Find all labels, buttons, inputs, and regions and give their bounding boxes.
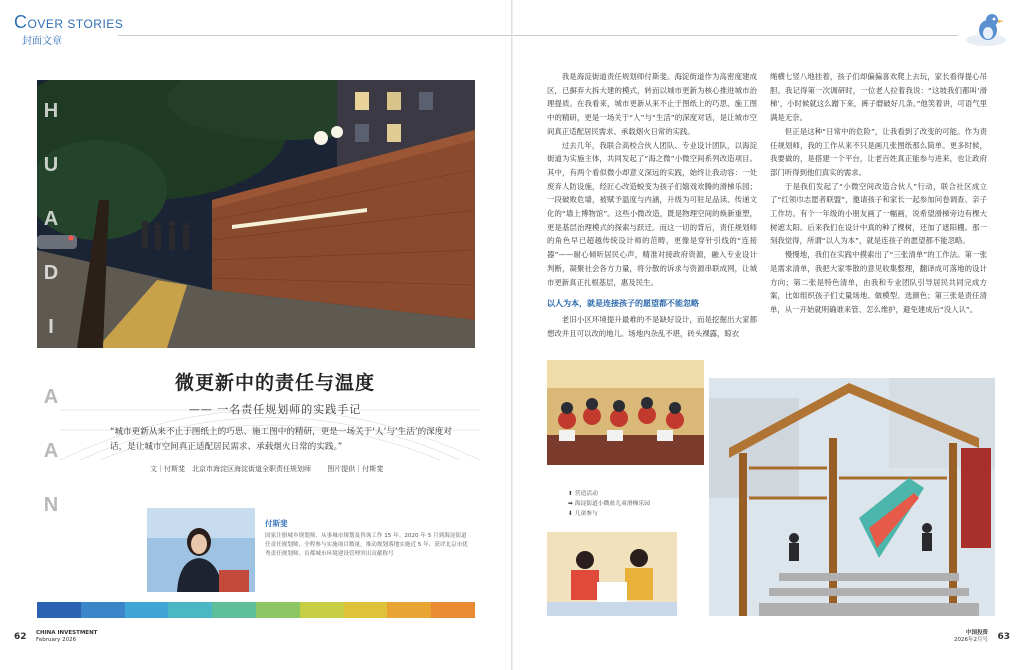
letter: U — [43, 154, 59, 176]
author-bio: 国家注册城乡规划师，从事城市规划及咨询工作 15 年。2020 年 5 月到海淀街道任责任规划师，全程参与实施项目数量，推动规划落地实施近 5 年。获评北京市优秀责任规划师、首都城市环境建设管理突出贡献称号 — [265, 533, 468, 557]
article-title-block — [95, 368, 455, 417]
byline-photo-credit: 图片提供｜付斯斐 — [327, 465, 384, 473]
byline-author: 文｜付斯斐 北京市海淀区海淀街道全职责任规划师 — [150, 465, 311, 473]
left-magazine-info — [36, 630, 116, 644]
caption: ⬆ 营造活动 — [568, 491, 598, 497]
article-subtitle: —— 一名责任规划师的实践手记 — [188, 403, 362, 416]
caption: ⬇ 儿童参与 — [568, 511, 598, 517]
section-title-cn: 封面文章 — [22, 36, 62, 47]
left-page-number: 62 — [14, 632, 27, 642]
magazine-name: CHINA INVESTMENT — [36, 630, 98, 636]
letter: D — [43, 262, 59, 284]
photo-children-participation — [547, 532, 677, 616]
color-swatch — [344, 602, 388, 618]
section-title-en-rest: OVER STORIES — [27, 17, 124, 31]
text-column-1 — [547, 70, 757, 340]
author-photo — [147, 508, 255, 592]
color-swatch — [125, 602, 169, 618]
color-swatch — [256, 602, 300, 618]
color-swatch — [81, 602, 125, 618]
paragraph: 过去几年，我联合高校合伙人团队、专业设计团队，以海淀街道为实施主体，共同发起了“海之微”小微空间系列改造项目。其中，有两个看似微小却意义深远的实践，始终让我动容：一处废弃人防设施，经匠心改造蜕变为孩子们嬉戏欢腾的滑梯乐园；一段破败危墙，被赋予温度与内涵，升级为可驻足品读、传递文化的“墙上博物馆”。这些小微改造，既是物理空间的焕新重塑，更是基层治理模式的探索与跃迁。而这一切的背后，责任规划师的角色早已超越传统设计师的范畴，更像是穿针引线的“连接器”——耐心倾听居民心声，精准对接政府资源，融入专业设计判断，凝聚社会各方力量，将分散的诉求与资源串联成网，让城市更新真正扎根基层，惠及民生。 — [547, 140, 757, 287]
color-swatch — [212, 602, 256, 618]
vertical-letters-top — [38, 84, 64, 354]
photo-children-slide-park — [709, 378, 995, 616]
color-swatch — [300, 602, 344, 618]
letter: A — [43, 386, 59, 408]
photo-community-activity — [547, 360, 704, 465]
paragraph: 我是海淀街道责任规划师付斯斐。海淀街道作为高密度建成区，已摒弃大拆大建的模式，转而以城市更新为核心推进城市治理提质。在我看来，城市更新从来不止于图纸上的巧思、施工图中的精研，更是一场关于“人”与“生活”的深度对话，是让城市空间真正适配居民需求、承载烟火日常的实践。 — [547, 72, 757, 136]
paragraph: 绳横七竖八地挂着，孩子们却偏偏喜欢爬上去玩，家长看得提心吊胆。我记得第一次调研时，一位老人拉着我说：“这坡我们都叫‘滑梯’，小时候就这么蹭下来，裤子磨破好几条。”他笑着讲，可语气里满是无奈。 — [770, 72, 987, 123]
slide-park-illustration — [709, 378, 995, 616]
author-card — [147, 508, 472, 592]
color-swatch — [37, 602, 81, 618]
paragraph: 于是我们发起了“小微空间改造合伙人”行动，联合社区成立了“红领巾志愿者联盟”，邀请孩子和家长一起参加问卷调查、亲子工作坊。有个一年级的小朋友画了一幅画，说希望滑梯旁边有棵大树遮太阳。后来我们在设计中真的种了棵树，还加了遮阳棚。那一刻我觉得，所谓“以人为本”，就是连孩子的愿望都不能忽略。 — [770, 181, 987, 246]
community-activity-illustration — [547, 360, 704, 465]
color-swatch — [431, 602, 475, 618]
right-page-footer — [954, 630, 1010, 643]
section-heading: 以人为本，就是连接孩子的愿望都不能忽略 — [547, 299, 699, 309]
issue-date-cn: 2026年2月号 — [954, 637, 988, 643]
magazine-name-cn: 中国投资 — [965, 630, 988, 636]
section-initial: C — [14, 12, 28, 32]
hero-illustration — [37, 80, 475, 348]
color-swatch — [387, 602, 431, 618]
caption: ➡ 海淀街道小微盆儿童滑梯乐园 — [568, 501, 651, 507]
color-swatch — [168, 602, 212, 618]
letter: I — [48, 316, 54, 338]
paragraph: 但正是这种“日常中的危险”，让我看到了改变的可能。作为责任规划师，我的工作从来不只是画几张图纸那么简单。更多时候，我要做的，是搭建一个平台，让老百姓真正能参与进来，也让政府部门听得到他们真实的需求。 — [770, 126, 987, 177]
issue-date: February 2026 — [36, 637, 77, 643]
byline — [150, 464, 470, 474]
article-title: 微更新中的责任与温度 — [174, 372, 375, 394]
author-portrait — [147, 508, 255, 592]
letter: H — [43, 100, 59, 122]
pull-quote: “城市更新从来不止于图纸上的巧思、施工图中的精研，更是一场关于‘人’与‘生活’的深度对话，是让城市空间真正适配居民需求、承载烟火日常的实践。” — [110, 427, 452, 452]
section-header — [14, 12, 123, 47]
text-column-2 — [770, 70, 987, 317]
letter: N — [43, 494, 59, 516]
section-title-en — [14, 12, 123, 33]
header-rule — [118, 35, 958, 36]
left-page-footer — [14, 630, 98, 643]
hero-photo-night-street — [37, 80, 475, 348]
paragraph: 老旧小区环境提升最难的不是缺好设计，而是挖掘出大家都想改并且可以改的地儿。场地内杂乱不堪，砖头裸露，晾衣 — [547, 314, 757, 338]
right-page-number: 63 — [997, 632, 1010, 642]
page-gutter — [511, 0, 513, 670]
color-bar — [37, 602, 475, 618]
right-magazine-info — [908, 630, 988, 644]
author-name: 付斯斐 — [265, 519, 288, 528]
mascot-bird-icon — [962, 8, 1010, 48]
letter: A — [43, 440, 59, 462]
children-participation-illustration — [547, 532, 677, 616]
paragraph: 慢慢地，我们在实践中摸索出了“三张清单”的工作法。第一张是需求清单，我把大家零散的意见收集整理，翻译成可落地的设计方向；第二张是特色清单，由我和专业团队引导居民共同完成方案，比如组织孩子们丈量场地、做模型、选颜色；第三张是责任清单，从一开始就明确谁来管、怎么维护，避免建成后“没人认”。 — [770, 250, 987, 314]
photo-captions — [568, 489, 650, 519]
letter: A — [43, 208, 59, 230]
